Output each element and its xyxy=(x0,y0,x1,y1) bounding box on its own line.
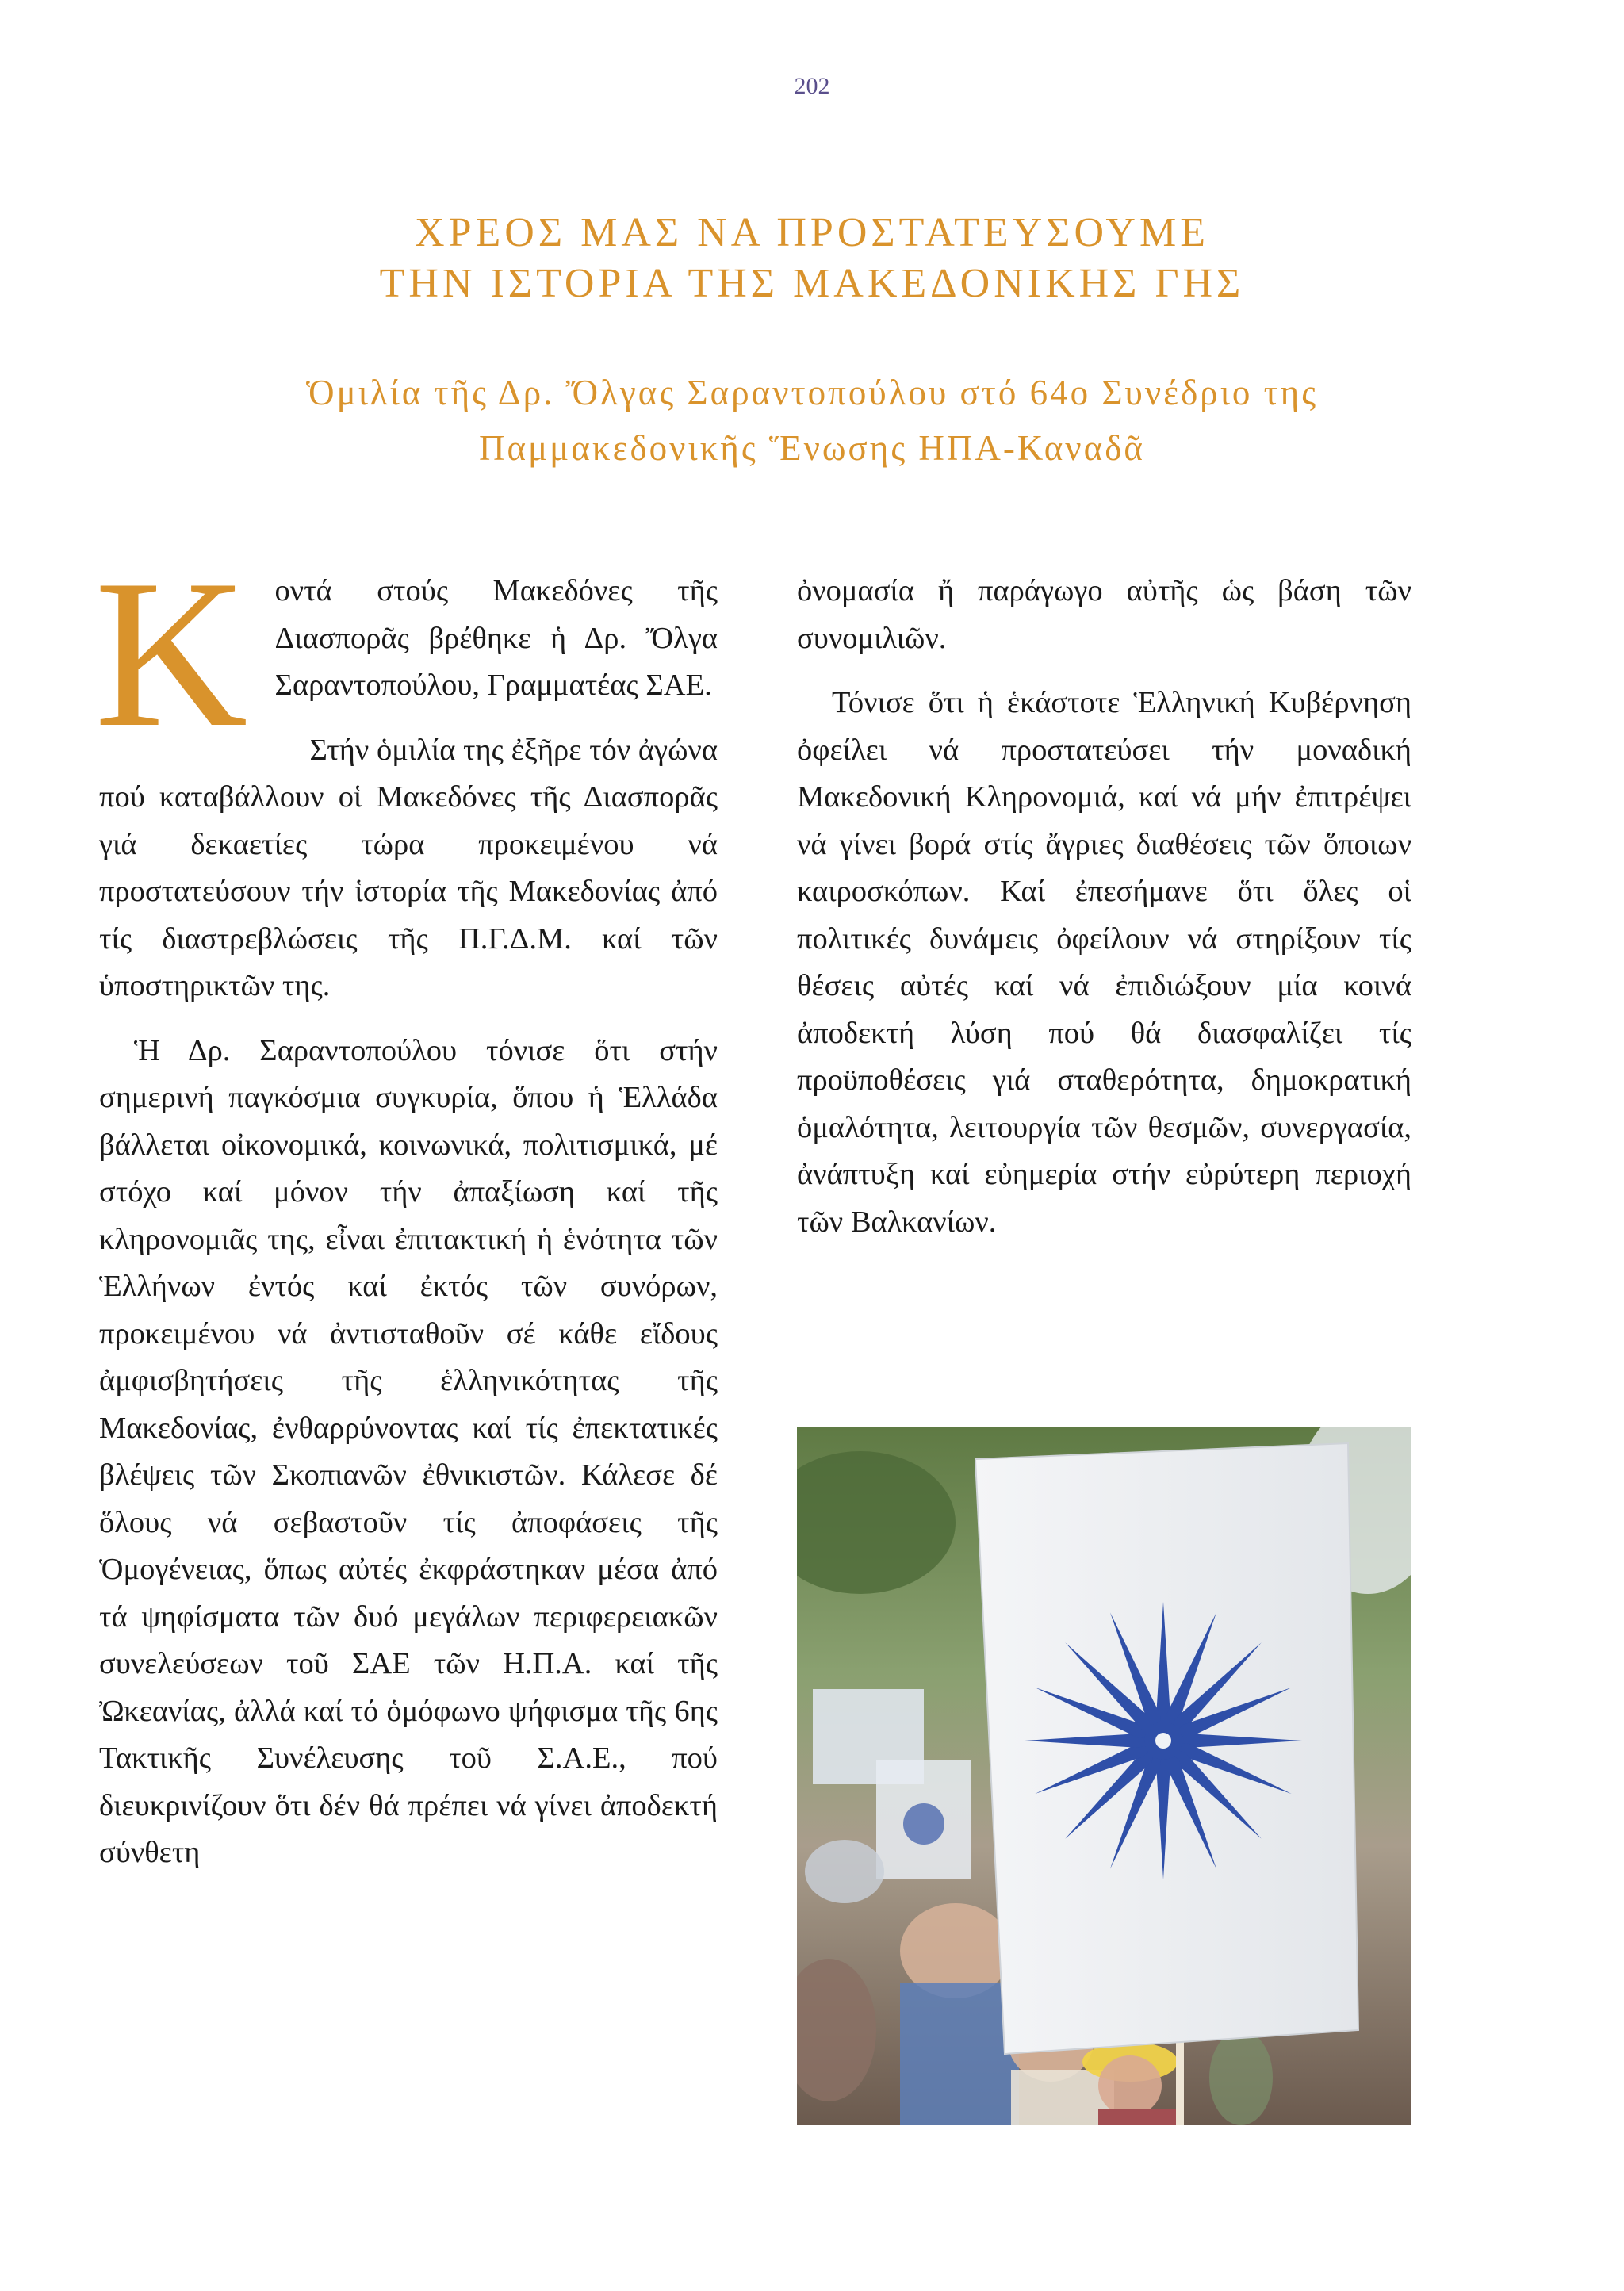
title-line-1: ΧΡΕΟΣ ΜΑΣ ΝΑ ΠΡΟΣΤΑΤΕΥΣΟΥΜΕ xyxy=(415,210,1209,255)
article-title xyxy=(159,208,1465,309)
paragraph-4: ὀνομασία ἤ παράγωγο αὐτῆς ὡς βάση τῶν συνομιλιῶν. xyxy=(797,574,1411,655)
subtitle-line-1: Ὁμιλία τῆς Δρ. Ὄλγας Σαραντοπούλου στό 64ο Συνέδριο της xyxy=(305,373,1319,412)
paragraph-5: Τόνισε ὅτι ἡ ἑκάστοτε Ἑλληνική Κυβέρνηση ὀφείλει νά προστατεύσει τήν μοναδική Μακεδονική Κληρονομιά, καί νά μήν ἐπιτρέψει νά γίνει βορά στίς ἄγριες διαθέσεις τῶν ὅποιων καιροσκόπων. Καί ἐπεσήμανε ὅτι ὅλες οἱ πολιτικές δυνάμεις ὀφείλουν νά στηρίξουν τίς θέσεις αὐτές καί νά ἐπιδιώξουν μία κοινά ἀποδεκτή λύση πού θά διασφαλίζει τίς προϋποθέσεις γιά σταθερότητα, δημοκρατική ὁμαλότητα, λειτουργία τῶν θεσμῶν, συνεργασία, ἀνάπτυξη καί εὐημερία στήν εὐρύτερη περιοχή τῶν Βαλκανίων. xyxy=(797,686,1411,1239)
subtitle-line-2: Παμμακεδονικῆς Ἕνωσης ΗΠΑ-Καναδᾶ xyxy=(478,428,1146,468)
left-column xyxy=(94,535,718,1894)
protest-photo xyxy=(797,1427,1411,2125)
paragraph-1-text: οντά στούς Μακεδόνες τῆς Διασπορᾶς βρέθηκε ἡ Δρ. Ὄλγα Σαραντοπούλου, Γραμματέας ΣΑΕ. xyxy=(274,574,718,702)
right-column xyxy=(797,568,1411,1263)
paragraph-3: Ἡ Δρ. Σαραντοπούλου τόνισε ὅτι στήν σημερινή παγκόσμια συγκυρία, ὅπου ἡ Ἑλλάδα βάλλεται οἰκονομικά, κοινωνικά, πολιτισμικά, μέ στόχο καί μόνον τήν ἀπαξίωση καί τῆς κληρονομιᾶς της, εἶναι ἐπιτακτική ἡ ἑνότητα τῶν Ἑλλήνων ἐντός καί ἐκτός τῶν συνόρων, προκειμένου νά ἀντισταθοῦν σέ κάθε εἴδους ἀμφισβητήσεις τῆς ἑλληνικότητας τῆς Μακεδονίας, ἐνθαρρύνοντας καί τίς ἐπεκτατικές βλέψεις τῶν Σκοπιανῶν ἐθνικιστῶν. Κάλεσε δέ ὅλους νά σεβαστοῦν τίς ἀποφάσεις τῆς Ὁμογένειας, ὅπως αὐτές ἐκφράστηκαν μέσα ἀπό τά ψηφίσματα τῶν δυό μεγάλων περιφερειακῶν συνελεύσεων τοῦ ΣΑΕ τῶν Η.Π.Α. καί τῆς Ὠκεανίας, ἀλλά καί τό ὁμόφωνο ψήφισμα τῆς 6ης Τακτικῆς Συνέλευσης τοῦ Σ.Α.Ε., πού διευκρινίζουν ὅτι δέν θά πρέπει νά γίνει ἀποδεκτή σύνθετη xyxy=(99,1033,718,1869)
page-number: 202 xyxy=(794,73,830,99)
title-line-2: ΤΗΝ ΙΣΤΟΡΙΑ ΤΗΣ ΜΑΚΕΔΟΝΙΚΗΣ ΓΗΣ xyxy=(379,261,1245,306)
drop-cap: Κ xyxy=(94,535,248,771)
paragraph-2: Στήν ὁμιλία της ἐξῆρε τόν ἀγώνα πού καταβάλλουν οἱ Μακεδόνες τῆς Διασπορᾶς γιά δεκαετίες τώρα προκειμένου νά προστατεύσουν τήν ἱστορία τῆς Μακεδονίας ἀπό τίς διαστρεβλώσεις τῆς Π.Γ.Δ.Μ. καί τῶν ὑποστηρικτῶν της. xyxy=(99,733,718,1002)
vergina-sun-icon xyxy=(1025,1602,1302,1879)
article-subtitle xyxy=(95,365,1529,476)
paragraph-1 xyxy=(94,535,718,771)
